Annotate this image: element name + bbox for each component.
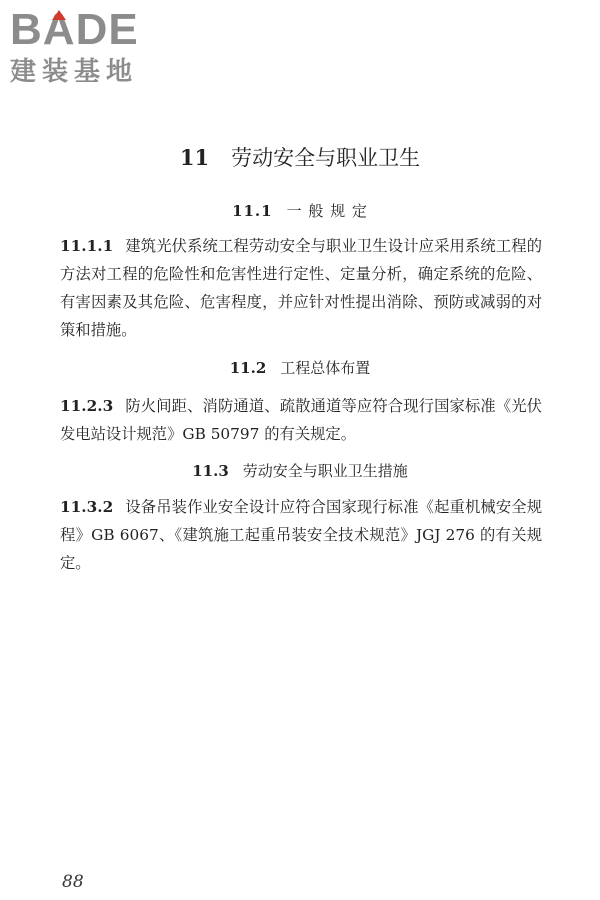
section-title-11-3: [0, 460, 600, 481]
clause-number: 11.2.3: [60, 397, 114, 415]
watermark-brand-latin: [10, 6, 180, 54]
section-number: 11.3: [192, 462, 229, 480]
clause-text: 建筑光伏系统工程劳动安全与职业卫生设计应采用系统工程的方法对工程的危险性和危害性进行定性、定量分析，确定系统的危险、有害因素及其危险、危害程度，并应针对性提出消除、预防或减弱的对策和措施。: [60, 237, 542, 339]
clause-number: 11.1.1: [60, 237, 114, 255]
section-number: 11.2: [229, 359, 267, 377]
watermark-letter-a: A: [42, 5, 76, 54]
chapter-title: [0, 142, 600, 172]
clause-text: 防火间距、消防通道、疏散通道等应符合现行国家标准《光伏发电站设计规范》GB 50797 的有关规定。: [60, 397, 542, 443]
section-title-text: 工程总体布置: [280, 359, 371, 377]
watermark-letter-b: B: [10, 5, 43, 54]
section-title-text: 劳动安全与职业卫生措施: [242, 462, 408, 480]
section-number: 11.1: [232, 202, 273, 220]
clause-text: 设备吊装作业安全设计应符合国家现行标准《起重机械安全规程》GB 6067、《建筑施工起重吊装安全技术规范》JGJ 276 的有关规定。: [60, 498, 542, 572]
clause-number: 11.3.2: [60, 498, 114, 516]
watermark-red-triangle-icon: [52, 10, 66, 20]
watermark-logo: [10, 6, 180, 88]
chapter-title-text: 劳动安全与职业卫生: [231, 146, 421, 170]
section-title-text: 一 般 规 定: [286, 202, 368, 220]
clause-11-1-1: [60, 232, 542, 344]
watermark-letters-de: DE: [75, 5, 139, 54]
page-number: 88: [62, 872, 84, 892]
section-title-11-1: [0, 200, 600, 221]
clause-11-2-3: [60, 392, 542, 448]
clause-11-3-2: [60, 493, 542, 577]
watermark-brand-chinese: 建装基地: [10, 57, 139, 87]
chapter-number: 11: [179, 145, 210, 170]
section-title-11-2: [0, 357, 600, 378]
